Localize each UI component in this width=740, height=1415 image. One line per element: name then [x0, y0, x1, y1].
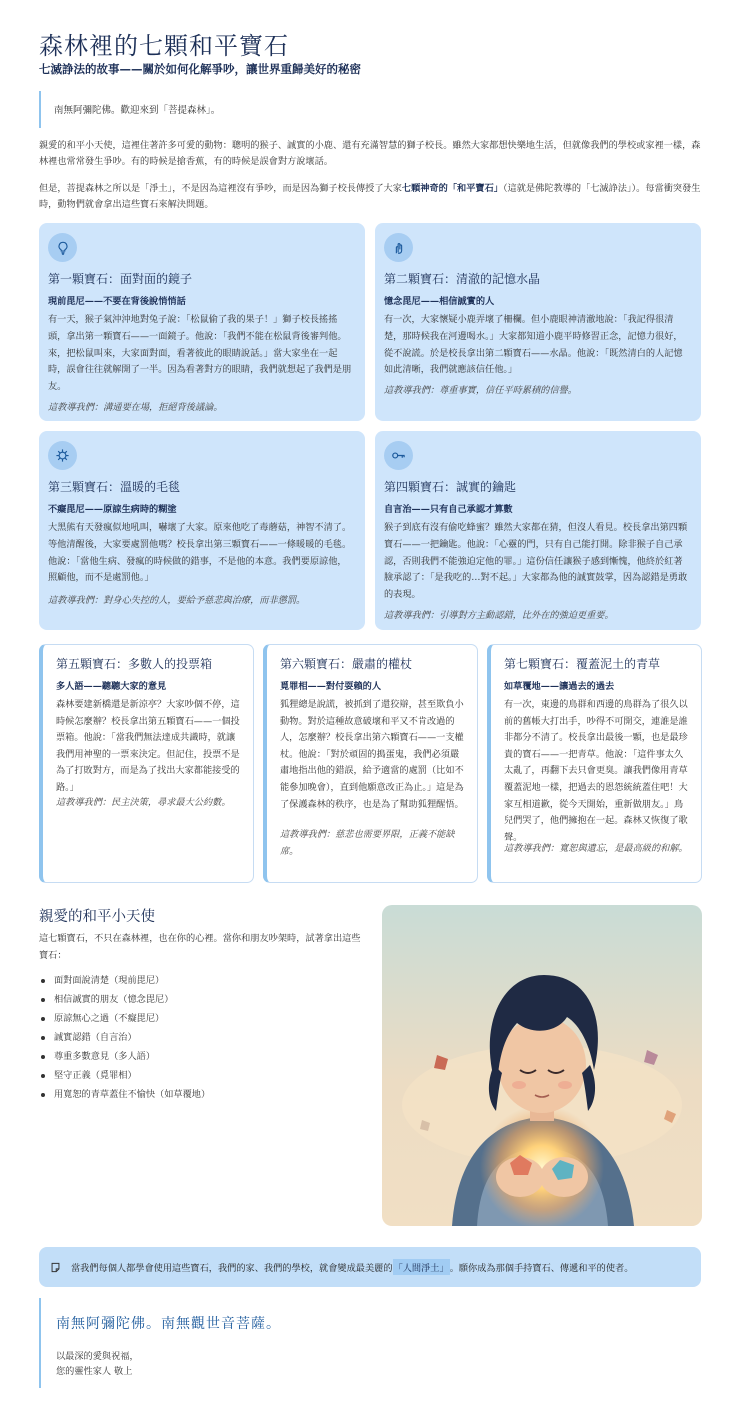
gem-lesson: 這教導我們：尊重事實，信任平時累積的信譽。 [384, 385, 577, 396]
gem-subtitle: 覓罪相——對付耍賴的人 [280, 681, 382, 692]
intro-bold: 七顆神奇的「和平寶石」 [401, 183, 503, 194]
gem-lesson: 這教導我們：慈悲也需要界限，正義不能缺席。 [280, 829, 455, 857]
gem-subtitle: 自言治——只有自己承認才算數 [384, 504, 513, 515]
gem-lesson: 這教導我們：引導對方主動認錯，比外在的強迫更重要。 [384, 610, 614, 621]
vow-highlight: 「人間淨土」 [393, 1259, 450, 1275]
gem-card-6 [263, 644, 478, 883]
gem-lesson: 這教導我們：寬恕與遺忘，是最高級的和解。 [504, 843, 688, 854]
child-with-gems-illustration [382, 905, 702, 1226]
gem-body: 有一次，大家懷疑小鹿弄壞了柵欄。但小鹿眼神清澈地說：「我記得很清楚，那時候我在河邊喝水。」大家都知道小鹿平時修習正念，記憶力很好，從不說謊。於是校長拿出第二顆寶石——水晶。他說：「既然清白的人記憶如此清晰，我們就應該信任他。」 [384, 314, 683, 376]
gem-subtitle: 現前毘尼——不要在背後說悄悄話 [48, 296, 186, 307]
intro-text-a: 但是，菩提森林之所以是「淨土」，不是因為這裡沒有爭吵，而是因為獅子校長傳授了大家 [39, 183, 402, 194]
gem-title: 第一顆寶石：面對面的鏡子 [48, 272, 193, 286]
angel-section-title: 親愛的和平小天使 [39, 909, 155, 925]
angel-list [39, 971, 210, 1104]
gem-title: 第二顆寶石：清澈的記憶水晶 [384, 272, 541, 286]
list-item: 相信誠實的朋友（憶念毘尼） [39, 990, 210, 1009]
closing-blessing: 以最深的愛與祝福， [56, 1351, 139, 1362]
gem-title: 第七顆寶石：覆蓋泥土的青草 [504, 657, 661, 671]
pen-icon [50, 1262, 61, 1273]
list-item: 尊重多數意見（多人語） [39, 1047, 210, 1066]
gem-subtitle: 憶念毘尼——相信誠實的人 [384, 296, 495, 307]
gem-title: 第五顆寶石：多數人的投票箱 [56, 657, 213, 671]
page-subtitle: 七滅諍法的故事——關於如何化解爭吵，讓世界重歸美好的秘密 [39, 62, 361, 76]
key-icon [384, 441, 413, 470]
lightbulb-icon [48, 233, 77, 262]
list-item: 原諒無心之過（不癡毘尼） [39, 1009, 210, 1028]
gem-lesson: 這教導我們：民主決策，尋求最大公約數。 [56, 797, 231, 808]
vow-banner [39, 1247, 701, 1287]
gem-card-5 [39, 644, 254, 883]
list-item: 堅守正義（覓罪相） [39, 1066, 210, 1085]
gem-card-7 [487, 644, 702, 883]
gem-lesson: 這教導我們：對身心失控的人，要給予慈悲與治療，而非懲罰。 [48, 595, 306, 606]
vow-text-a: 當我們每個人都學會使用這些寶石，我們的家、我們的學校，就會變成最美麗的 [71, 1263, 393, 1274]
gem-card-3 [39, 431, 365, 630]
gem-body: 狐狸總是說謊，被抓到了還狡辯，甚至欺負小動物。對於這種故意破壞和平又不肯改過的人，怎麼辦？校長拿出第六顆寶石——一支權杖。他說：「對於頑固的搗蛋鬼，我們必須嚴肅地指出他的錯誤，給予適當的處罰（比如不能參加晚會），直到他願意改正為止。」這是為了保護森林的秩序，也是為了幫助狐狸醒悟。 [280, 699, 464, 810]
gem-body: 森林要建新橋還是新涼亭？大家吵個不停，這時候怎麼辦？校長拿出第五顆寶石——一個投票箱。他說：「當我們無法達成共識時，就讓我們用神聖的一票來決定。但記住，投票不是為了打敗對方，而是為了找出大家都能接受的路。」 [56, 699, 240, 793]
gem-title: 第三顆寶石：溫暖的毛毯 [48, 480, 181, 494]
closing-signature: 您的靈性家人 敬上 [56, 1366, 133, 1377]
list-item: 誠實認錯（自言治） [39, 1028, 210, 1047]
vow-text-b: 。願你成為那個手持寶石、傳遞和平的使者。 [449, 1263, 634, 1274]
page-title: 森林裡的七顆和平寶石 [39, 32, 289, 60]
gem-body: 大黑熊有天發瘋似地吼叫，嚇壞了大家。原來他吃了毒蘑菇，神智不清了。等他清醒後，大家要處罰他嗎？校長拿出第三顆寶石——一條暖暖的毛毯。他說：「當他生病、發瘋的時候做的錯事，不是他的本意。我們要原諒他，照顧他，而不是處罰他。」 [48, 522, 352, 584]
list-item: 用寬恕的青草蓋住不愉快（如草覆地） [39, 1085, 210, 1104]
gem-body: 猴子到底有沒有偷吃蜂蜜？雖然大家都在猜，但沒人看見。校長拿出第四顆寶石——一把鑰匙。他說：「心靈的門，只有自己能打開。除非猴子自己承認，否則我們不能強迫定他的罪。」這份信任讓猴子感到慚愧，他終於紅著臉承認了：「是我吃的…對不起。」大家都為他的誠實鼓掌，因為認錯是勇敢的表現。 [384, 522, 688, 601]
intro-paragraph-2 [39, 181, 701, 213]
gem-card-1 [39, 223, 365, 421]
gem-subtitle: 多人語——聽聽大家的意見 [56, 681, 167, 692]
intro-paragraph-1: 親愛的和平小天使，這裡住著許多可愛的動物：聰明的猴子、誠實的小鹿、還有充滿智慧的獅子校長。雖然大家都想快樂地生活，但就像我們的學校或家裡一樣，森林裡也常常發生爭吵。有的時候是搶香蕉，有的時候是誤會對方說壞話。 [39, 140, 701, 167]
gem-card-4 [375, 431, 701, 630]
closing-block [39, 1298, 701, 1388]
list-item: 面對面說清楚（現前毘尼） [39, 971, 210, 990]
gem-lesson: 這教導我們：溝通要在場，拒絕背後議論。 [48, 402, 223, 413]
greeting-banner: 南無阿彌陀佛。歡迎來到「菩提森林」。 [39, 91, 701, 128]
crystal-icon [384, 233, 413, 262]
gem-subtitle: 如草覆地——讓過去的過去 [504, 681, 615, 692]
closing-homage: 南無阿彌陀佛。南無觀世音菩薩。 [56, 1316, 281, 1332]
angel-intro: 這七顆寶石，不只在森林裡，也在你的心裡。當你和朋友吵架時，試著拿出這些寶石： [39, 933, 361, 961]
virus-icon [48, 441, 77, 470]
gem-title: 第六顆寶石：嚴肅的權杖 [280, 657, 413, 671]
intro-text-b: （這就是佛陀教導的「七滅諍法」）。每當衝突發生時，動物們就會拿出這些寶石來解決問題。 [39, 183, 701, 210]
gem-body: 有一天，猴子氣沖沖地對兔子說：「松鼠偷了我的果子！」獅子校長搖搖頭，拿出第一顆寶石——一面鏡子。他說：「我們不能在松鼠背後審判他。來，把松鼠叫來，大家面對面，看著彼此的眼睛說話。」當大家坐在一起時，誤會往往就解開了一半。因為看著對方的眼睛，我們就想起了我們是朋友。 [48, 314, 352, 393]
gem-card-2 [375, 223, 701, 421]
gem-subtitle: 不癡毘尼——原諒生病時的糊塗 [48, 504, 177, 515]
gem-title: 第四顆寶石：誠實的鑰匙 [384, 480, 517, 494]
gem-body: 有一次，東邊的鳥群和西邊的鳥群為了很久以前的舊帳大打出手，吵得不可開交，連誰是誰非都分不清了。校長拿出最後一顆，也是最珍貴的寶石——一把青草。他說：「這件事太久太亂了，再翻下去只會更臭。讓我們像用青草覆蓋泥地一樣，把過去的恩怨統統蓋住吧！大家互相道歉，從今天開始，重新做朋友。」鳥兒們哭了，他們擁抱在一起。森林又恢復了歌聲。 [504, 699, 688, 843]
